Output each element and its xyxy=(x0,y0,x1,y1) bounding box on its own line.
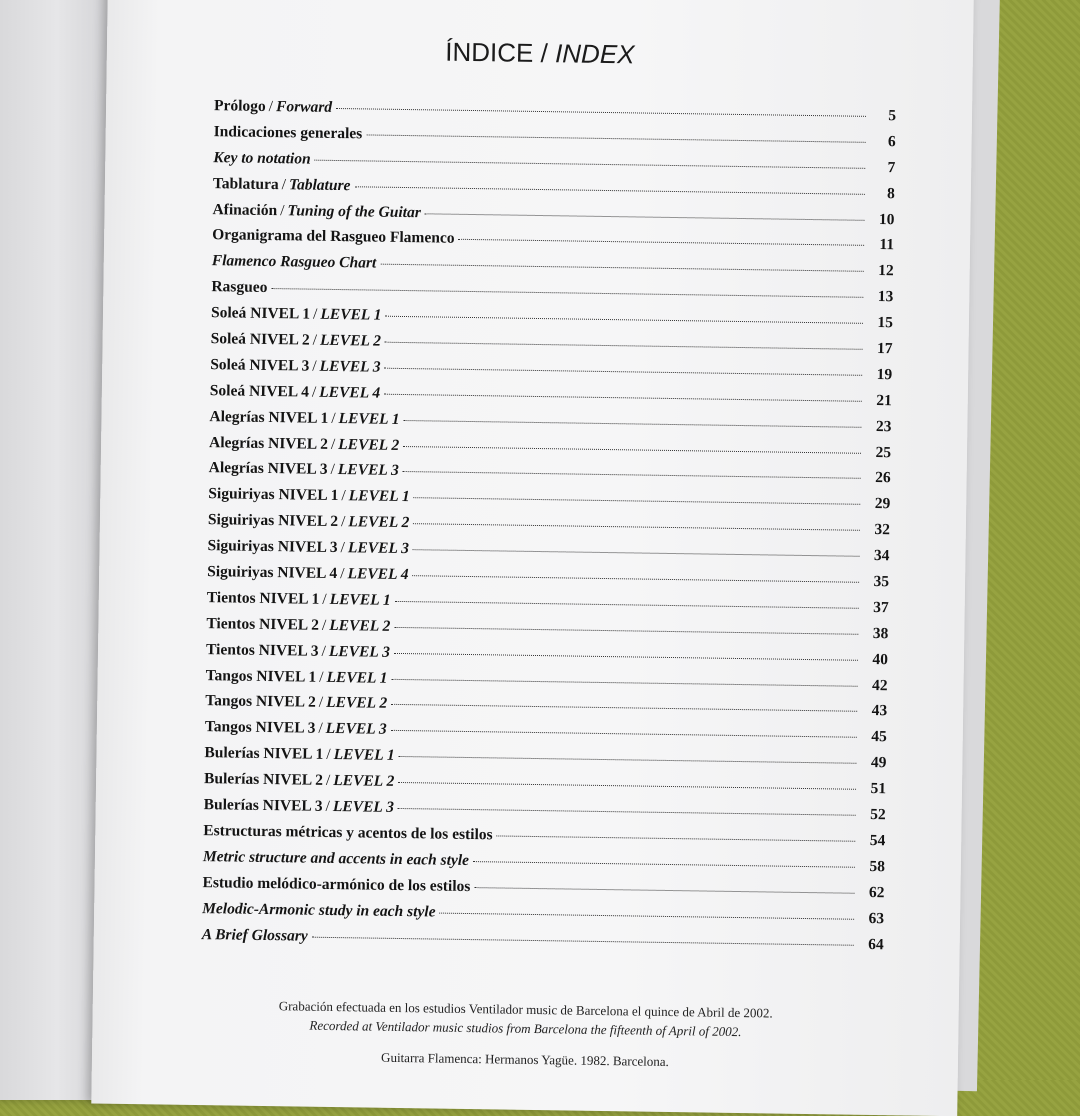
toc-page-number: 19 xyxy=(876,365,893,384)
toc-entry-title: Siguiriyas NIVEL 1 xyxy=(208,485,339,505)
index-page xyxy=(91,0,974,1116)
toc-entry-label xyxy=(208,511,410,532)
toc-entry-translation: LEVEL 3 xyxy=(332,798,395,816)
toc-dot-leader xyxy=(366,134,865,142)
toc-entry-title: Tangos NIVEL 3 xyxy=(204,718,316,738)
footer-recording-es: Grabación efectuada en los estudios Ventilador music de Barcelona el quince de Abril de 2002. xyxy=(278,998,773,1021)
toc-entry-title: Siguiriyas NIVEL 2 xyxy=(207,511,339,531)
toc-entry-label xyxy=(208,485,410,506)
toc-dot-leader xyxy=(403,446,861,454)
toc-entry-label xyxy=(210,382,381,403)
toc-entry-label xyxy=(214,97,332,117)
toc-entry-translation: LEVEL 1 xyxy=(338,409,400,428)
toc-page-number: 10 xyxy=(878,210,895,228)
toc-page-number: 32 xyxy=(874,521,891,539)
toc-page-number: 51 xyxy=(870,780,887,798)
toc-entry-label xyxy=(212,252,377,272)
toc-entry-translation: LEVEL 3 xyxy=(325,720,387,739)
toc-dot-leader xyxy=(385,342,863,350)
toc-entry-label xyxy=(202,874,470,896)
toc-entry-translation: LEVEL 2 xyxy=(326,694,388,713)
toc-page-number: 21 xyxy=(876,391,892,410)
toc-entry-translation: Forward xyxy=(275,98,333,116)
toc-entry-separator: / xyxy=(312,331,318,349)
toc-entry-label xyxy=(214,123,363,143)
toc-entry-title: Soleá NIVEL 3 xyxy=(210,356,310,375)
toc-page-number: 7 xyxy=(887,158,896,177)
toc-page-number: 25 xyxy=(875,443,892,461)
footer xyxy=(92,993,959,1075)
toc-page-number: 8 xyxy=(886,184,895,202)
toc-page-number: 49 xyxy=(870,754,887,772)
toc-page-number: 40 xyxy=(872,650,889,668)
toc-entry-title: Afinación xyxy=(212,200,278,219)
toc-entry-label xyxy=(203,822,493,844)
toc-entry-separator: / xyxy=(318,720,323,738)
toc-dot-leader xyxy=(395,601,859,609)
toc-entry-title: A Brief Glossary xyxy=(201,925,308,945)
toc-dot-leader xyxy=(391,730,857,738)
toc-entry-title: Indicaciones generales xyxy=(213,123,363,143)
toc-entry-separator: / xyxy=(340,565,345,583)
toc-entry-title: Alegrías NIVEL 3 xyxy=(208,459,328,479)
toc-page-number: 63 xyxy=(868,909,885,927)
toc-entry-translation: LEVEL 4 xyxy=(319,383,381,402)
toc-entry-separator: / xyxy=(322,590,327,608)
toc-entry-translation: Tuning of the Guitar xyxy=(287,201,421,221)
toc-entry-label xyxy=(211,278,267,297)
toc-entry-title: Tangos NIVEL 2 xyxy=(205,692,316,712)
toc-entry-title: Bulerías NIVEL 1 xyxy=(204,744,324,764)
toc-entry-translation: LEVEL 1 xyxy=(348,487,410,506)
toc-entry-title: Estudio melódico-armónico de los estilos xyxy=(202,873,471,895)
toc-page-number: 43 xyxy=(871,702,888,720)
toc-entry-label xyxy=(211,304,382,325)
toc-entry-title: Siguiriyas NIVEL 3 xyxy=(207,537,338,557)
toc-entry-translation: LEVEL 2 xyxy=(348,513,410,532)
toc-entry-translation: LEVEL 3 xyxy=(337,461,399,480)
toc-entry-title: Key to notation xyxy=(213,148,311,168)
toc-entry-label xyxy=(212,227,455,249)
toc-entry-translation: LEVEL 4 xyxy=(347,565,409,584)
toc-dot-leader xyxy=(440,912,855,919)
toc-entry-translation: LEVEL 1 xyxy=(320,305,382,324)
toc-entry-separator: / xyxy=(326,746,331,764)
toc-page-number: 54 xyxy=(869,831,886,850)
toc-entry-title: Flamenco Rasgueo Chart xyxy=(211,252,377,272)
toc-dot-leader xyxy=(425,213,865,221)
toc-entry-label xyxy=(213,149,311,168)
toc-entry-label xyxy=(209,408,399,429)
toc-entry-title: Rasgueo xyxy=(211,278,268,297)
toc-entry-translation: LEVEL 1 xyxy=(329,590,391,609)
toc-entry-label xyxy=(204,744,394,765)
toc-dot-leader xyxy=(394,653,858,661)
toc-entry-separator: / xyxy=(340,539,346,557)
toc-entry-separator: / xyxy=(268,97,274,116)
toc-dot-leader xyxy=(391,678,857,686)
toc-entry-separator: / xyxy=(340,513,346,531)
toc-entry-separator: / xyxy=(331,409,336,427)
toc-dot-leader xyxy=(385,316,863,324)
toc-entry-title: Bulerías NIVEL 3 xyxy=(203,796,323,815)
toc-entry-separator: / xyxy=(319,668,324,686)
toc-dot-leader xyxy=(398,782,856,790)
toc-entry-label xyxy=(202,926,308,946)
toc-dot-leader xyxy=(497,835,856,841)
toc-entry-label xyxy=(205,718,387,739)
toc-entry-label xyxy=(210,356,381,377)
toc-entry-separator: / xyxy=(318,694,324,712)
toc-page-number: 64 xyxy=(868,935,884,953)
toc-entry-separator: / xyxy=(280,201,285,219)
toc-entry-label xyxy=(207,589,391,610)
toc-dot-leader xyxy=(403,471,861,479)
toc-entry-title: Melodic-Armonic study in each style xyxy=(202,899,436,921)
toc-entry-translation: LEVEL 2 xyxy=(319,331,382,350)
toc-dot-leader xyxy=(413,575,860,583)
toc-entry-label xyxy=(204,796,394,817)
toc-entry-title: Soleá NIVEL 1 xyxy=(210,304,311,323)
toc-entry-separator: / xyxy=(321,616,327,634)
title-italic: INDEX xyxy=(554,38,635,70)
toc-dot-leader xyxy=(474,887,854,894)
toc-entry-title: Prólogo xyxy=(213,97,266,115)
toc-entry-label xyxy=(202,900,436,921)
toc-entry-title: Alegrías NIVEL 1 xyxy=(209,407,329,427)
toc-page-number: 29 xyxy=(874,495,891,513)
toc-entry-separator: / xyxy=(312,357,317,375)
toc-entry-label xyxy=(212,201,421,222)
toc-dot-leader xyxy=(413,523,860,531)
toc-page-number: 12 xyxy=(878,262,894,280)
toc-entry-separator: / xyxy=(341,487,346,505)
toc-dot-leader xyxy=(473,861,855,868)
toc-entry-title: Tablatura xyxy=(212,174,279,193)
toc-entry-label xyxy=(207,563,409,584)
toc-entry-label xyxy=(205,693,387,714)
toc-entry-title: Organigrama del Rasgueo Flamenco xyxy=(212,226,455,248)
toc-entry-label xyxy=(213,175,351,195)
toc-page-number: 38 xyxy=(872,624,889,643)
toc-page-number: 45 xyxy=(871,728,887,746)
toc-entry-translation: LEVEL 2 xyxy=(329,616,391,635)
toc-entry-label xyxy=(211,330,382,351)
toc-entry-label xyxy=(209,434,399,455)
toc-entry-title: Tientos NIVEL 3 xyxy=(205,640,319,660)
toc-page-number: 26 xyxy=(875,469,891,487)
page-title xyxy=(107,32,973,76)
toc-entry-label xyxy=(207,537,409,558)
toc-entry-label xyxy=(204,770,394,791)
toc-entry-translation: Tablature xyxy=(288,175,351,194)
toc-entry-title: Soleá NIVEL 2 xyxy=(210,330,310,349)
toc-entry-separator: / xyxy=(321,642,327,660)
toc-entry-separator: / xyxy=(330,461,335,479)
toc-dot-leader xyxy=(271,288,863,298)
toc-entry-label xyxy=(206,641,390,662)
toc-entry-title: Estructuras métricas y acentos de los estilos xyxy=(203,822,493,844)
toc-entry-label xyxy=(206,667,388,688)
footer-recording-en: Recorded at Ventilador music studios from Barcelona the fifteenth of April of 2002. xyxy=(309,1017,742,1040)
toc-page-number: 52 xyxy=(870,806,886,824)
toc-entry-separator: / xyxy=(325,797,331,816)
toc-entry-translation: LEVEL 3 xyxy=(319,357,381,376)
toc-page-number: 17 xyxy=(876,340,893,358)
toc-dot-leader xyxy=(404,420,862,428)
toc-entry-translation: LEVEL 2 xyxy=(333,772,395,791)
toc-page-number: 6 xyxy=(887,133,896,151)
toc-page-number: 11 xyxy=(879,236,895,254)
toc-dot-leader xyxy=(354,186,864,195)
footer-credit: Guitarra Flamenca: Hermanos Yagüe. 1982. Barcelona. xyxy=(381,1049,669,1070)
toc-entry-title: Siguiriyas NIVEL 4 xyxy=(207,563,338,583)
toc-dot-leader xyxy=(398,808,856,816)
toc-dot-leader xyxy=(380,264,863,272)
toc-entry-label xyxy=(203,848,469,870)
toc-dot-leader xyxy=(413,549,860,557)
toc-dot-leader xyxy=(459,239,865,246)
toc-dot-leader xyxy=(385,368,863,376)
toc-page-number: 42 xyxy=(871,676,888,694)
toc-dot-leader xyxy=(414,498,861,506)
toc-entry-separator: / xyxy=(311,383,317,401)
toc-entry-title: Tientos NIVEL 1 xyxy=(206,589,320,608)
toc-entry-translation: LEVEL 1 xyxy=(326,668,388,687)
toc-entry-separator: / xyxy=(312,305,318,323)
toc-entry-translation: LEVEL 2 xyxy=(338,435,400,454)
toc-entry-title: Soleá NIVEL 4 xyxy=(209,381,310,401)
toc-entry-translation: LEVEL 1 xyxy=(333,746,395,765)
toc-page-number: 34 xyxy=(873,547,890,565)
toc-entry-label xyxy=(209,460,399,481)
toc-dot-leader xyxy=(391,704,857,712)
toc-page-number: 15 xyxy=(877,314,894,332)
toc-entry-title: Tientos NIVEL 2 xyxy=(206,614,320,634)
toc-page-number: 35 xyxy=(873,573,890,591)
toc-entry-translation: LEVEL 3 xyxy=(347,539,410,558)
toc-entry-separator: / xyxy=(281,175,287,193)
toc-entry-translation: LEVEL 3 xyxy=(328,642,391,661)
toc-page-number: 37 xyxy=(873,598,889,617)
toc-entry-title: Bulerías NIVEL 2 xyxy=(203,770,324,790)
toc-page-number: 23 xyxy=(875,417,892,435)
toc-entry-title: Metric structure and accents in each style xyxy=(202,847,470,869)
toc-list xyxy=(202,97,897,961)
toc-dot-leader xyxy=(394,627,858,635)
toc-entry-label xyxy=(206,615,390,636)
toc-entry-title: Alegrías NIVEL 2 xyxy=(208,433,329,453)
toc-page-number: 62 xyxy=(868,883,885,901)
toc-page-number: 13 xyxy=(877,288,894,306)
toc-page-number: 58 xyxy=(869,857,886,876)
toc-entry-separator: / xyxy=(325,772,331,790)
toc-entry-separator: / xyxy=(330,435,336,453)
toc-dot-leader xyxy=(312,936,854,945)
toc-dot-leader xyxy=(384,394,862,402)
toc-page-number: 5 xyxy=(888,107,897,125)
toc-dot-leader xyxy=(336,108,866,117)
toc-dot-leader xyxy=(315,159,866,168)
title-main: ÍNDICE / xyxy=(445,36,556,69)
toc-entry-title: Tangos NIVEL 1 xyxy=(205,666,317,686)
toc-dot-leader xyxy=(399,756,857,764)
